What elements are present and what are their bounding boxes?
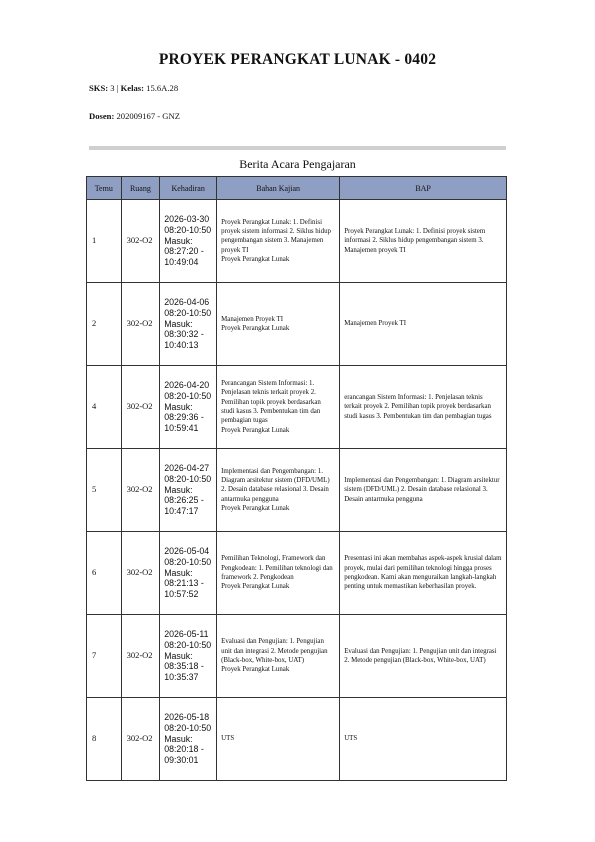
cell-bap: Presentasi ini akan membahas aspek-aspek krusial dalam proyek, mulai dari pemilihan teknologi hingga proses pengkodean. Kami akan menguraikan langkah-langkah penting untuk memastikan keberhasilan proyek. [340,532,507,615]
cell-temu: 2 [87,283,122,366]
cell-bap: UTS [340,698,507,781]
cell-bap: Proyek Perangkat Lunak: 1. Definisi proyek sistem informasi 2. Siklus hidup pengembangan sistem 3. Manajemen proyek TI [340,200,507,283]
cell-ruang: 302-O2 [121,532,160,615]
cell-ruang: 302-O2 [121,449,160,532]
kelas-label: Kelas: [120,83,144,93]
cell-bap: erancangan Sistem Informasi: 1. Penjelasan teknis terkait proyek 2. Pemilihan topik proyek berdasarkan studi kasus 3. Pembentukan tim dan pembagian tugas [340,366,507,449]
cell-ruang: 302-O2 [121,200,160,283]
cell-ruang: 302-O2 [121,698,160,781]
cell-bap: Evaluasi dan Pengujian: 1. Pengujian unit dan integrasi 2. Metode pengujian (Black-box, White-box, UAT) [340,615,507,698]
cell-bap: Manajemen Proyek TI [340,283,507,366]
cell-bahan-kajian: Evaluasi dan Pengujian: 1. Pengujian unit dan integrasi 2. Metode pengujian (Black-box, White-box, UAT) Proyek Perangkat Lunak [217,615,340,698]
dosen-value: 202009167 - GNZ [116,111,180,121]
cell-kehadiran: 2026-05-18 08:20-10:50 Masuk: 08:20:18 - 09:30:01 [160,698,217,781]
cell-bahan-kajian: Pemilihan Teknologi, Framework dan Pengkodean: 1. Pemilihan teknologi dan framework 2. Pengkodean Proyek Perangkat Lunak [217,532,340,615]
cell-bahan-kajian: UTS [217,698,340,781]
table-row [87,698,507,781]
table-row [87,283,507,366]
cell-ruang: 302-O2 [121,283,160,366]
document-title: PROYEK PERANGKAT LUNAK - 0402 [158,51,437,68]
cell-bahan-kajian: Manajemen Proyek TI Proyek Perangkat Lunak [217,283,340,366]
header-ruang: Ruang [121,177,160,200]
cell-bahan-kajian: Proyek Perangkat Lunak: 1. Definisi proyek sistem informasi 2. Siklus hidup pengembangan sistem 3. Manajemen proyek TI Proyek Perangkat Lunak [217,200,340,283]
course-info [89,83,178,93]
cell-ruang: 302-O2 [121,615,160,698]
cell-temu: 7 [87,615,122,698]
table-header-row [87,177,507,200]
divider [89,146,506,150]
cell-ruang: 302-O2 [121,366,160,449]
cell-temu: 5 [87,449,122,532]
header-temu: Temu [87,177,122,200]
sks-label: SKS: [89,83,109,93]
table-row [87,200,507,283]
dosen-label: Dosen: [89,111,115,121]
cell-bap: Implementasi dan Pengembangan: 1. Diagram arsitektur sistem (DFD/UML) 2. Desain database relasional 3. Desain antarmuka pengguna [340,449,507,532]
cell-kehadiran: 2026-04-20 08:20-10:50 Masuk: 08:29:36 - 10:59:41 [160,366,217,449]
lecturer-info [89,111,180,121]
table-row [87,449,507,532]
table-row [87,615,507,698]
cell-temu: 4 [87,366,122,449]
cell-temu: 8 [87,698,122,781]
header-bahan-kajian: Bahan Kajian [217,177,340,200]
cell-bahan-kajian: Implementasi dan Pengembangan: 1. Diagram arsitektur sistem (DFD/UML) 2. Desain database relasional 3. Desain antarmuka pengguna Proyek Perangkat Lunak [217,449,340,532]
header-bap: BAP [340,177,507,200]
kelas-value: 15.6A.28 [146,83,179,93]
table-row [87,366,507,449]
cell-kehadiran: 2026-05-11 08:20-10:50 Masuk: 08:35:18 - 10:35:37 [160,615,217,698]
separator: | [114,83,121,93]
table-row [87,532,507,615]
section-title: Berita Acara Pengajaran [239,157,356,171]
cell-kehadiran: 2026-04-06 08:20-10:50 Masuk: 08:30:32 - 10:40:13 [160,283,217,366]
cell-kehadiran: 2026-04-27 08:20-10:50 Masuk: 08:26:25 - 10:47:17 [160,449,217,532]
cell-temu: 6 [87,532,122,615]
cell-kehadiran: 2026-05-04 08:20-10:50 Masuk: 08:21:13 - 10:57:52 [160,532,217,615]
sks-value: 3 [110,83,115,93]
teaching-record-table [86,176,507,781]
header-kehadiran: Kehadiran [160,177,217,200]
cell-temu: 1 [87,200,122,283]
cell-bahan-kajian: Perancangan Sistem Informasi: 1. Penjelasan teknis terkait proyek 2. Pemilihan topik proyek berdasarkan studi kasus 3. Pembentukan tim dan pembagian tugas Proyek Perangkat Lunak [217,366,340,449]
cell-kehadiran: 2026-03-30 08:20-10:50 Masuk: 08:27:20 - 10:49:04 [160,200,217,283]
